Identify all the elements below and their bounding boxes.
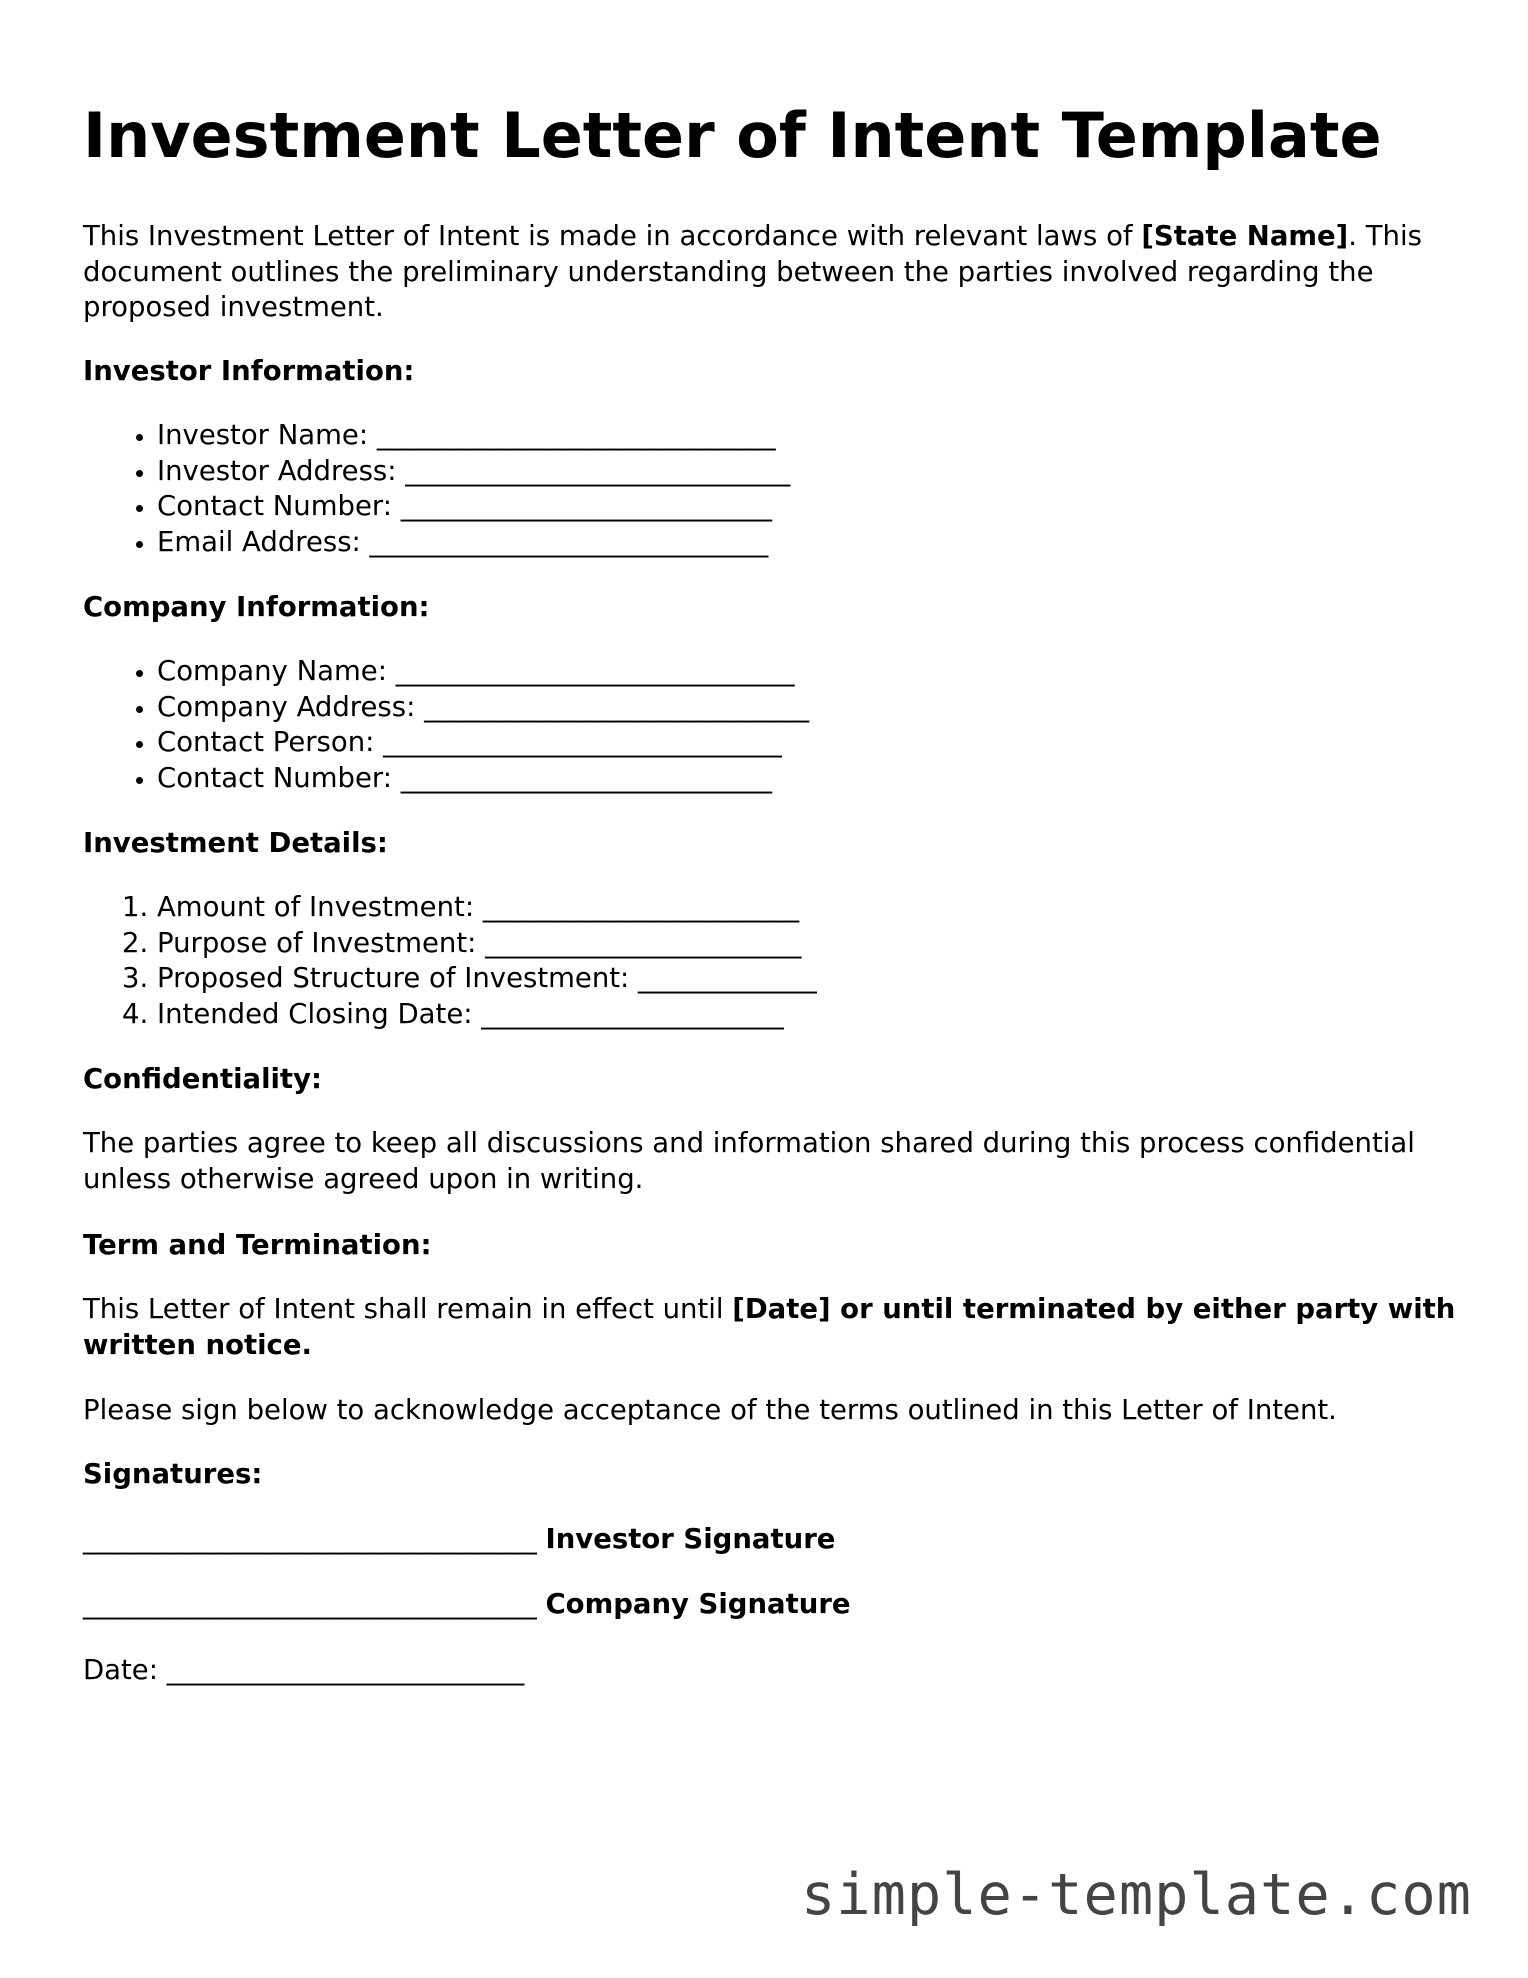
acknowledge-paragraph: Please sign below to acknowledge acceptance of the terms outlined in this Letter of Intent. xyxy=(83,1394,1337,1426)
company-info-heading: Company Information: xyxy=(83,591,430,623)
date-line: Date: __________________________ xyxy=(83,1654,525,1686)
list-item: • Company Address: ____________________________ xyxy=(157,690,1528,726)
investor-signature-line: _________________________________ Investor Signature xyxy=(83,1523,836,1555)
list-item: • Contact Number: ___________________________ xyxy=(157,489,1528,525)
investor-info-heading: Investor Information: xyxy=(83,355,415,387)
company-info-list xyxy=(83,654,1528,796)
list-item: • Company Name: _____________________________ xyxy=(157,654,1528,690)
list-item: • Contact Person: _____________________________ xyxy=(157,725,1528,761)
confidentiality-paragraph: The parties agree to keep all discussions and information shared during this process confidential unless otherwise agreed upon in writing. xyxy=(83,1127,1415,1195)
watermark-text: simple-template.com xyxy=(800,1862,1472,1928)
list-item: 4. Intended Closing Date: ______________________ xyxy=(157,997,1528,1033)
list-item: 2. Purpose of Investment: _______________________ xyxy=(157,926,1528,962)
term-paragraph: This Letter of Intent shall remain in effect until [Date] or until terminated by either party with written notice. xyxy=(83,1293,1456,1361)
investor-signature-label: Investor Signature xyxy=(545,1523,836,1555)
intro-paragraph: This Investment Letter of Intent is made in accordance with relevant laws of [State Name]. This document outlines the preliminary understanding between the parties involved regarding the proposed investment. xyxy=(83,220,1422,323)
investment-details-heading: Investment Details: xyxy=(83,827,388,859)
investment-details-list xyxy=(83,890,1528,1032)
company-signature-line: _________________________________ Company Signature xyxy=(83,1588,851,1620)
list-item: • Investor Address: ____________________________ xyxy=(157,454,1528,490)
list-item: • Email Address: _____________________________ xyxy=(157,525,1528,561)
list-item: • Investor Name: _____________________________ xyxy=(157,418,1528,454)
state-name-placeholder: [State Name] xyxy=(1141,220,1349,252)
page-title: Investment Letter of Intent Template xyxy=(83,99,1382,172)
company-signature-label: Company Signature xyxy=(545,1588,851,1620)
signatures-heading: Signatures: xyxy=(83,1458,263,1490)
confidentiality-heading: Confidentiality: xyxy=(83,1063,323,1095)
list-item: 1. Amount of Investment: _______________________ xyxy=(157,890,1528,926)
date-label: Date: xyxy=(83,1654,167,1686)
investor-info-list xyxy=(83,418,1528,560)
term-heading: Term and Termination: xyxy=(83,1229,432,1261)
list-item: • Contact Number: ___________________________ xyxy=(157,761,1528,797)
list-item: 3. Proposed Structure of Investment: _____________ xyxy=(157,961,1528,997)
